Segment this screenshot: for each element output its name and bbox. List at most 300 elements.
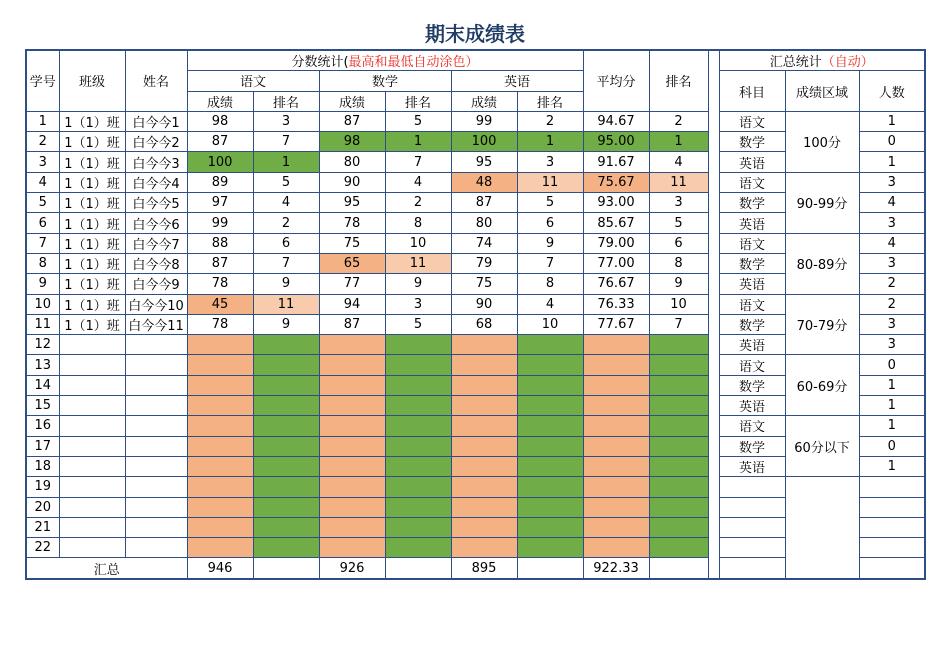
cell-cn-score [187,396,253,416]
summary-count: 1 [859,152,925,172]
summary-subject [719,517,785,537]
summary-band: 90-99分 [785,172,859,233]
summary-subject: 英语 [719,213,785,233]
summary-subject: 英语 [719,335,785,355]
cell-class: 1（1）班 [59,274,125,294]
summary-subject: 语文 [719,416,785,436]
summary-count: 4 [859,233,925,253]
cell-cn-score: 78 [187,274,253,294]
cell-en-rank: 8 [517,274,583,294]
cell-seq: 8 [26,253,59,273]
cell-cn-rank [253,436,319,456]
header-band: 成绩区域 [785,71,859,112]
column-gap [708,436,719,456]
cell-rank-total: 9 [649,274,708,294]
totals-chinese-rank [253,558,319,579]
cell-ma-score [319,335,385,355]
header-row-1 [26,50,925,71]
summary-count: 0 [859,355,925,375]
cell-seq: 18 [26,456,59,476]
cell-cn-score: 99 [187,213,253,233]
cell-en-score: 75 [451,274,517,294]
totals-math-rank [385,558,451,579]
cell-en-rank: 5 [517,193,583,213]
cell-en-score [451,396,517,416]
summary-subject: 数学 [719,314,785,334]
cell-name [125,375,187,395]
cell-cn-rank: 9 [253,274,319,294]
cell-ma-score: 87 [319,111,385,131]
column-gap [708,355,719,375]
cell-ma-score: 98 [319,132,385,152]
cell-cn-rank [253,416,319,436]
column-gap [708,396,719,416]
cell-cn-score [187,375,253,395]
cell-seq: 17 [26,436,59,456]
cell-cn-rank: 1 [253,152,319,172]
cell-ma-rank [385,538,451,558]
cell-en-score [451,436,517,456]
cell-ma-rank [385,396,451,416]
cell-cn-rank [253,375,319,395]
cell-ma-rank: 2 [385,193,451,213]
cell-class: 1（1）班 [59,172,125,192]
cell-class [59,396,125,416]
column-gap [708,152,719,172]
summary-count: 3 [859,253,925,273]
column-gap [708,193,719,213]
cell-ma-score [319,375,385,395]
cell-average [583,436,649,456]
summary-subject: 语文 [719,294,785,314]
cell-class: 1（1）班 [59,233,125,253]
cell-ma-score [319,517,385,537]
cell-ma-rank [385,477,451,497]
cell-ma-score: 95 [319,193,385,213]
summary-subject: 语文 [719,172,785,192]
cell-cn-rank [253,477,319,497]
column-gap [708,213,719,233]
header-math: 数学 [319,71,451,91]
summary-band: 70-79分 [785,294,859,355]
sheet-title: 期末成绩表 [425,22,525,46]
summary-band: 100分 [785,111,859,172]
totals-chinese: 946 [187,558,253,579]
summary-band: 60分以下 [785,416,859,477]
cell-rank-total [649,355,708,375]
header-math-score: 成绩 [319,91,385,111]
cell-seq: 1 [26,111,59,131]
cell-class [59,456,125,476]
summary-count: 1 [859,416,925,436]
cell-cn-rank: 3 [253,111,319,131]
cell-rank-total [649,335,708,355]
column-gap [708,274,719,294]
cell-ma-score: 90 [319,172,385,192]
header-english-score: 成绩 [451,91,517,111]
cell-en-rank: 7 [517,253,583,273]
summary-subject: 语文 [719,233,785,253]
totals-rank [649,558,708,579]
cell-en-rank [517,335,583,355]
cell-average [583,335,649,355]
cell-seq: 16 [26,416,59,436]
cell-en-score [451,538,517,558]
cell-rank-total [649,416,708,436]
cell-class: 1（1）班 [59,132,125,152]
header-summary [719,50,925,71]
summary-band [785,477,859,579]
cell-cn-rank [253,538,319,558]
column-gap [708,132,719,152]
cell-average: 95.00 [583,132,649,152]
cell-name: 白今今4 [125,172,187,192]
cell-seq: 6 [26,213,59,233]
header-chinese-rank: 排名 [253,91,319,111]
cell-en-rank [517,456,583,476]
summary-count: 2 [859,274,925,294]
summary-subject: 英语 [719,152,785,172]
cell-cn-score: 78 [187,314,253,334]
cell-class [59,538,125,558]
cell-average: 77.67 [583,314,649,334]
cell-name [125,436,187,456]
totals-english: 895 [451,558,517,579]
cell-en-score [451,497,517,517]
summary-subject: 数学 [719,253,785,273]
cell-en-rank: 2 [517,111,583,131]
cell-average: 76.67 [583,274,649,294]
cell-cn-score [187,335,253,355]
cell-average: 94.67 [583,111,649,131]
cell-name: 白今今11 [125,314,187,334]
summary-subject [719,497,785,517]
column-gap [708,335,719,355]
cell-ma-score: 87 [319,314,385,334]
table-row [26,172,925,192]
summary-subject [719,477,785,497]
cell-rank-total [649,538,708,558]
header-subject: 科目 [719,71,785,112]
cell-rank-total [649,497,708,517]
summary-subject: 语文 [719,355,785,375]
summary-subject: 数学 [719,132,785,152]
column-gap [708,294,719,314]
table-row [26,477,925,497]
cell-en-score: 68 [451,314,517,334]
summary-band: 80-89分 [785,233,859,294]
cell-rank-total [649,517,708,537]
cell-name: 白今今8 [125,253,187,273]
cell-name: 白今今5 [125,193,187,213]
cell-ma-rank [385,517,451,537]
cell-en-rank: 11 [517,172,583,192]
summary-count: 0 [859,436,925,456]
cell-ma-rank: 8 [385,213,451,233]
cell-seq: 21 [26,517,59,537]
cell-ma-rank [385,497,451,517]
cell-class: 1（1）班 [59,111,125,131]
cell-name: 白今今6 [125,213,187,233]
cell-cn-score: 89 [187,172,253,192]
cell-cn-rank [253,497,319,517]
cell-rank-total: 1 [649,132,708,152]
column-gap [708,558,719,579]
cell-average: 77.00 [583,253,649,273]
summary-count: 3 [859,172,925,192]
cell-en-score: 79 [451,253,517,273]
cell-seq: 3 [26,152,59,172]
column-gap [708,111,719,131]
cell-ma-score: 65 [319,253,385,273]
cell-rank-total: 7 [649,314,708,334]
cell-class [59,335,125,355]
header-chinese: 语文 [187,71,319,91]
cell-cn-rank [253,517,319,537]
summary-subject: 数学 [719,436,785,456]
cell-ma-rank: 1 [385,132,451,152]
column-gap [708,172,719,192]
cell-rank-total [649,477,708,497]
cell-seq: 10 [26,294,59,314]
cell-seq: 14 [26,375,59,395]
cell-ma-score [319,355,385,375]
cell-en-score: 87 [451,193,517,213]
column-gap [708,233,719,253]
summary-subject [719,538,785,558]
cell-seq: 15 [26,396,59,416]
cell-seq: 22 [26,538,59,558]
cell-en-score [451,477,517,497]
cell-seq: 2 [26,132,59,152]
cell-en-score [451,335,517,355]
cell-rank-total: 6 [649,233,708,253]
cell-seq: 9 [26,274,59,294]
header-class: 班级 [59,50,125,111]
table-body [26,50,925,579]
cell-name [125,477,187,497]
cell-cn-rank: 5 [253,172,319,192]
header-english: 英语 [451,71,583,91]
column-gap [708,497,719,517]
cell-average: 91.67 [583,152,649,172]
cell-ma-rank: 4 [385,172,451,192]
cell-ma-rank [385,416,451,436]
summary-count: 4 [859,193,925,213]
cell-en-rank: 6 [517,213,583,233]
cell-cn-rank [253,355,319,375]
cell-ma-rank: 3 [385,294,451,314]
cell-average [583,538,649,558]
cell-cn-score: 98 [187,111,253,131]
cell-name: 白今今7 [125,233,187,253]
cell-average [583,355,649,375]
cell-rank-total: 8 [649,253,708,273]
cell-average: 79.00 [583,233,649,253]
summary-count [859,517,925,537]
cell-en-score: 100 [451,132,517,152]
summary-label: 汇总统计 [769,55,822,71]
cell-rank-total: 4 [649,152,708,172]
cell-class: 1（1）班 [59,314,125,334]
cell-rank-total: 10 [649,294,708,314]
cell-cn-rank [253,335,319,355]
column-gap [708,50,719,111]
cell-average: 76.33 [583,294,649,314]
cell-class [59,497,125,517]
cell-average [583,497,649,517]
column-gap [708,314,719,334]
table-row [26,111,925,131]
cell-average: 85.67 [583,213,649,233]
grade-table [25,49,926,580]
cell-average [583,456,649,476]
cell-rank-total: 5 [649,213,708,233]
cell-ma-score: 77 [319,274,385,294]
cell-ma-rank: 11 [385,253,451,273]
cell-rank-total [649,396,708,416]
summary-note: （自动） [821,55,874,71]
cell-name [125,497,187,517]
cell-cn-score [187,517,253,537]
cell-ma-rank [385,456,451,476]
summary-band: 60-69分 [785,355,859,416]
score-stats-note: 最高和最低自动涂色） [348,55,479,71]
cell-ma-rank: 9 [385,274,451,294]
summary-count [859,538,925,558]
cell-average [583,477,649,497]
cell-ma-score: 94 [319,294,385,314]
cell-seq: 20 [26,497,59,517]
cell-class [59,375,125,395]
cell-average [583,375,649,395]
summary-subject: 英语 [719,396,785,416]
cell-en-rank: 3 [517,152,583,172]
cell-en-rank [517,517,583,537]
summary-subject: 数学 [719,193,785,213]
summary-count [859,558,925,579]
header-rank-total: 排名 [649,50,708,111]
cell-cn-rank: 4 [253,193,319,213]
cell-en-score: 90 [451,294,517,314]
cell-en-rank [517,355,583,375]
cell-class [59,477,125,497]
cell-name: 白今今3 [125,152,187,172]
cell-en-rank [517,477,583,497]
cell-seq: 12 [26,335,59,355]
table-row [26,355,925,375]
cell-ma-score: 80 [319,152,385,172]
cell-class [59,355,125,375]
cell-rank-total: 2 [649,111,708,131]
cell-class: 1（1）班 [59,193,125,213]
cell-en-rank [517,375,583,395]
cell-en-score: 48 [451,172,517,192]
cell-ma-score [319,538,385,558]
summary-count: 3 [859,335,925,355]
column-gap [708,253,719,273]
cell-name [125,396,187,416]
cell-cn-score: 100 [187,152,253,172]
cell-name: 白今今10 [125,294,187,314]
cell-seq: 13 [26,355,59,375]
header-chinese-score: 成绩 [187,91,253,111]
summary-count: 0 [859,132,925,152]
cell-en-score [451,456,517,476]
cell-class: 1（1）班 [59,152,125,172]
cell-seq: 5 [26,193,59,213]
cell-en-score: 99 [451,111,517,131]
cell-class: 1（1）班 [59,294,125,314]
cell-en-score [451,517,517,537]
table-row [26,294,925,314]
cell-ma-rank: 10 [385,233,451,253]
summary-subject: 英语 [719,456,785,476]
cell-cn-score [187,355,253,375]
cell-ma-score: 75 [319,233,385,253]
summary-count: 1 [859,375,925,395]
cell-en-rank: 9 [517,233,583,253]
cell-en-rank: 10 [517,314,583,334]
cell-class: 1（1）班 [59,213,125,233]
cell-ma-rank [385,355,451,375]
cell-class [59,416,125,436]
cell-name [125,517,187,537]
summary-count [859,477,925,497]
cell-en-rank [517,538,583,558]
summary-count [859,497,925,517]
header-name: 姓名 [125,50,187,111]
cell-en-rank [517,416,583,436]
cell-cn-rank: 7 [253,253,319,273]
summary-count: 3 [859,213,925,233]
cell-cn-rank: 9 [253,314,319,334]
column-gap [708,477,719,497]
cell-ma-score: 78 [319,213,385,233]
cell-class [59,436,125,456]
cell-rank-total: 11 [649,172,708,192]
column-gap [708,375,719,395]
cell-class: 1（1）班 [59,253,125,273]
column-gap [708,517,719,537]
cell-seq: 19 [26,477,59,497]
header-seq: 学号 [26,50,59,111]
cell-average [583,416,649,436]
table-row [26,233,925,253]
totals-english-rank [517,558,583,579]
cell-cn-score [187,538,253,558]
cell-ma-score [319,477,385,497]
cell-en-rank [517,396,583,416]
cell-en-score: 74 [451,233,517,253]
summary-count: 1 [859,396,925,416]
cell-cn-score [187,436,253,456]
cell-name: 白今今9 [125,274,187,294]
cell-name [125,335,187,355]
cell-en-rank: 4 [517,294,583,314]
cell-ma-score [319,396,385,416]
cell-rank-total [649,375,708,395]
cell-cn-score [187,456,253,476]
cell-average: 93.00 [583,193,649,213]
table-row [26,416,925,436]
cell-name: 白今今2 [125,132,187,152]
cell-class [59,517,125,537]
cell-seq: 11 [26,314,59,334]
cell-en-score: 80 [451,213,517,233]
summary-subject: 语文 [719,111,785,131]
cell-name: 白今今1 [125,111,187,131]
